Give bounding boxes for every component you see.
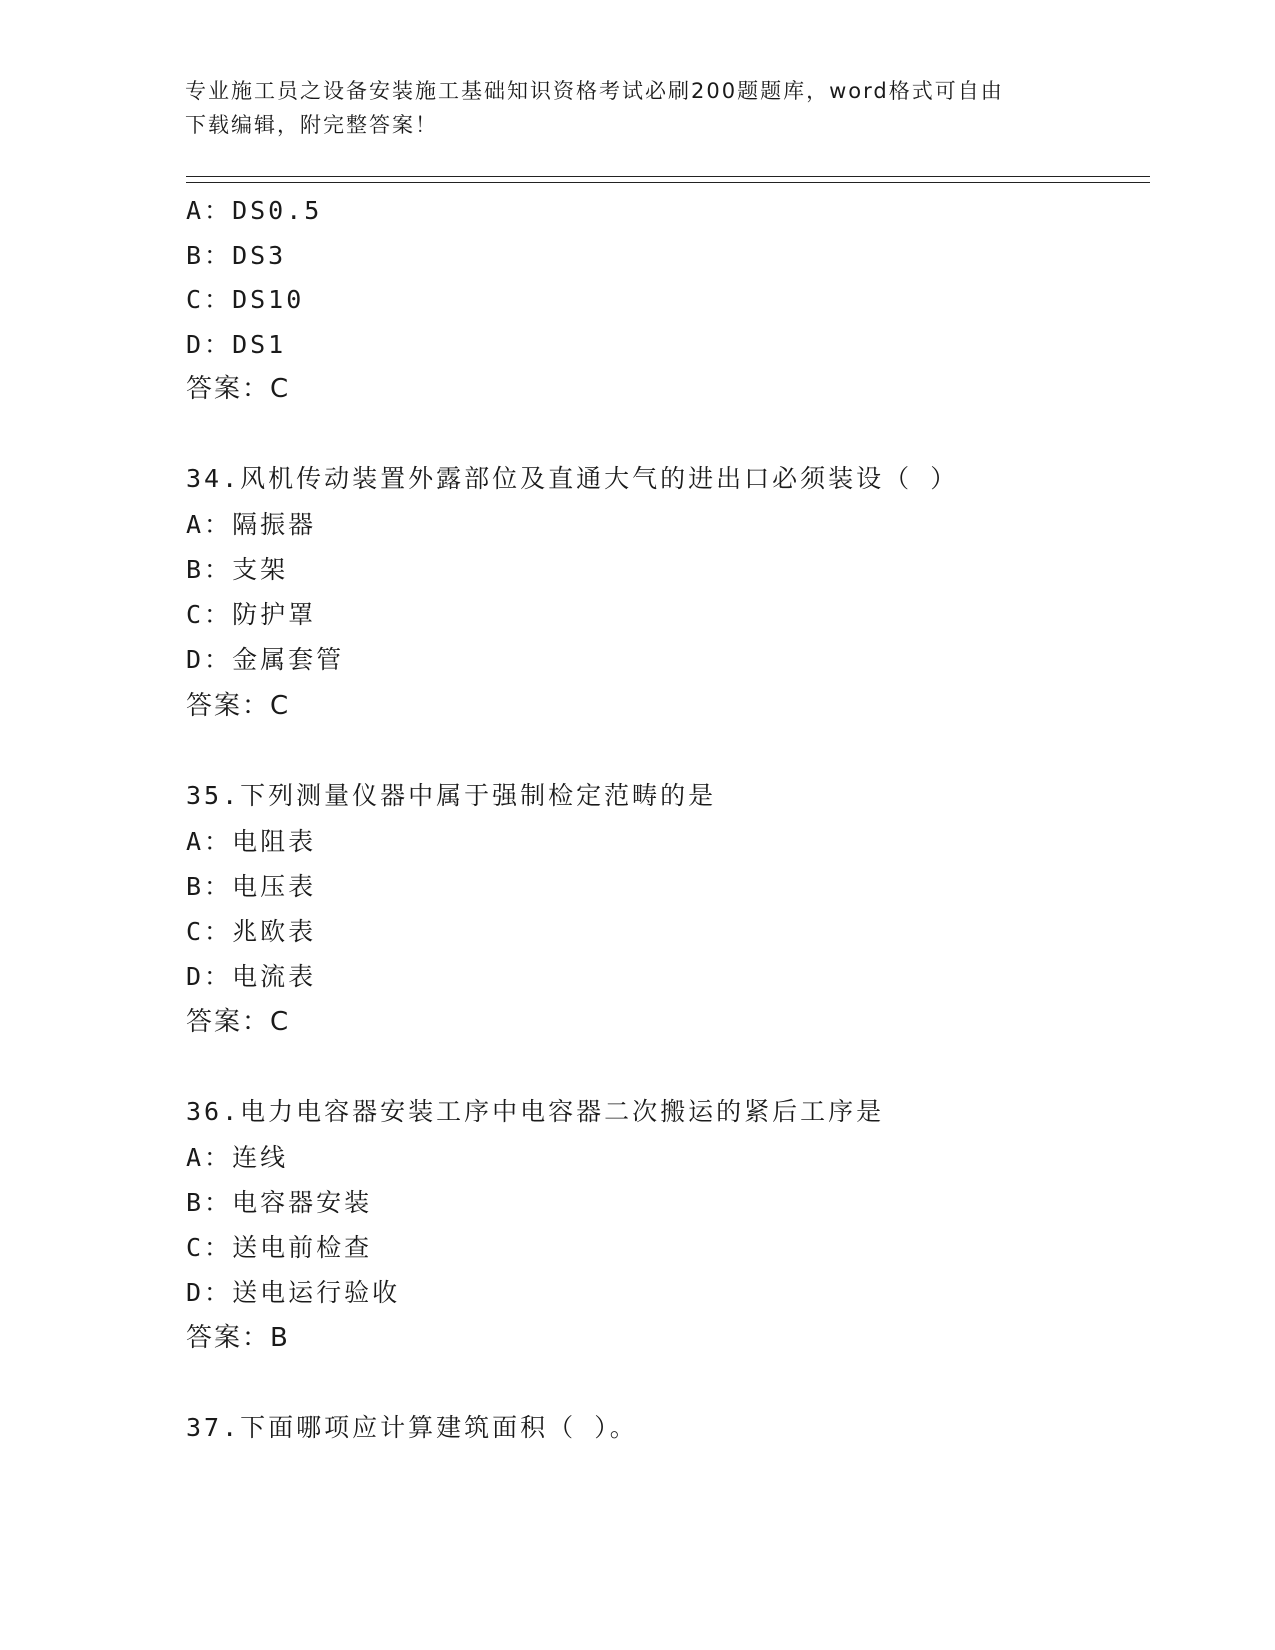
option-d: D：DS1 [186, 330, 287, 359]
header-divider-top [186, 176, 1150, 177]
option-c: C：DS10 [186, 285, 305, 314]
option-b: B：DS3 [186, 241, 287, 270]
option-c: C：兆欧表 [186, 917, 317, 946]
header-line-2: 下载编辑，附完整答案！ [185, 113, 438, 137]
option-c: C：防护罩 [186, 600, 317, 629]
answer-line: 答案：C [186, 691, 291, 721]
question-34: 34.风机传动装置外露部位及直通大气的进出口必须装设（ ） [186, 464, 959, 493]
option-d: D：送电运行验收 [186, 1278, 401, 1307]
question-37: 37.下面哪项应计算建筑面积（ ）。 [186, 1413, 638, 1442]
option-a: A：连线 [186, 1143, 289, 1172]
option-d: D：电流表 [186, 962, 317, 991]
option-a: A：隔振器 [186, 510, 317, 539]
option-c: C：送电前检查 [186, 1233, 373, 1262]
answer-line: 答案：B [186, 1323, 290, 1353]
question-35: 35.下列测量仪器中属于强制检定范畴的是 [186, 781, 717, 810]
option-a: A：电阻表 [186, 827, 317, 856]
document-header [185, 74, 1065, 142]
option-b: B：电压表 [186, 872, 317, 901]
option-a: A：DS0.5 [186, 196, 323, 225]
option-d: D：金属套管 [186, 645, 345, 674]
answer-line: 答案：C [186, 1007, 291, 1037]
header-line-1: 专业施工员之设备安装施工基础知识资格考试必刷200题题库，word格式可自由 [185, 79, 1004, 103]
option-b: B：支架 [186, 555, 289, 584]
option-b: B：电容器安装 [186, 1188, 373, 1217]
question-36: 36.电力电容器安装工序中电容器二次搬运的紧后工序是 [186, 1097, 885, 1126]
header-divider-bottom [186, 182, 1150, 183]
answer-line: 答案：C [186, 374, 291, 404]
